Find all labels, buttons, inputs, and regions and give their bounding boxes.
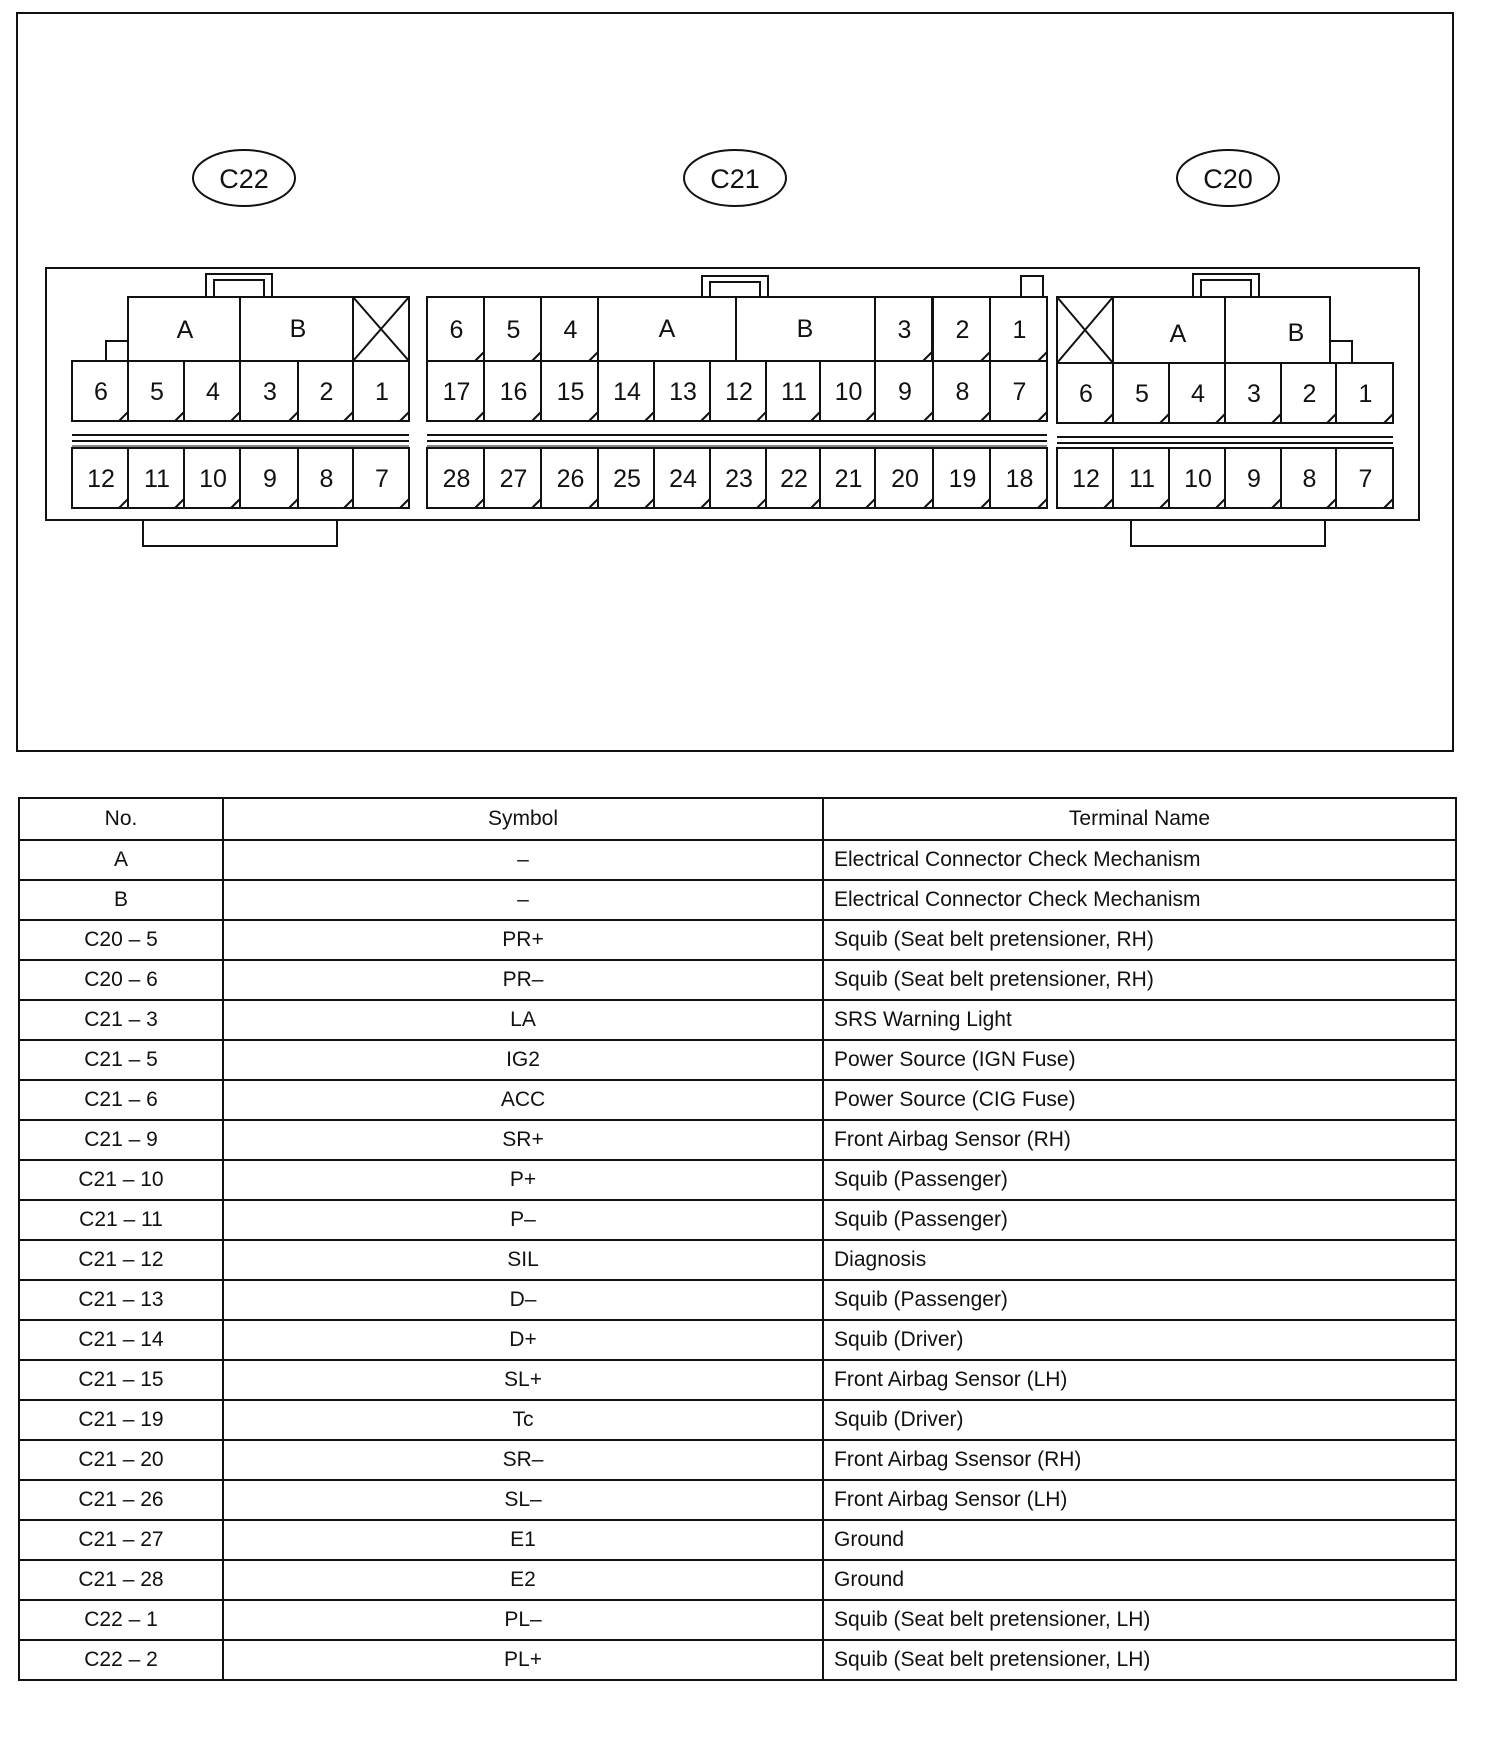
symbol-cell: SR+ [223,1120,823,1160]
table-row [19,920,1456,960]
terminal-no-cell: C21 – 12 [19,1240,223,1280]
symbol-cell: – [223,880,823,920]
terminal-no-cell: C22 – 2 [19,1640,223,1680]
pin-number: 11 [781,378,807,406]
pin-number: 8 [955,378,970,406]
pin-c21-lower [875,448,933,508]
pin-c20-upper [1281,363,1336,423]
pin-number: 7 [375,465,389,493]
pin-c21-upper [654,361,710,421]
symbol-cell: E2 [223,1560,823,1600]
symbol-cell: SL+ [223,1360,823,1400]
symbol-cell: PL– [223,1600,823,1640]
pin-c21-lower [710,448,766,508]
pin-number: 2 [1302,380,1317,408]
terminal-name-cell: Front Airbag Sensor (RH) [823,1120,1456,1160]
table-row [19,1440,1456,1480]
table-row [19,1200,1456,1240]
terminal-no-cell: C20 – 6 [19,960,223,1000]
table-row [19,1480,1456,1520]
pin-number: 11 [1129,465,1155,493]
pin-c21-lower [766,448,820,508]
pin-number: 14 [613,378,641,406]
pin-c21-upper [541,361,598,421]
guide-foot-right [1131,520,1325,546]
pin-number: 17 [442,378,471,406]
connector-c21 [427,276,1047,508]
table-row [19,1000,1456,1040]
symbol-cell: P+ [223,1160,823,1200]
table-row [19,1120,1456,1160]
pin-c21-upper [990,361,1047,421]
pin-c20-upper [1225,363,1281,423]
terminal-name-cell: Diagnosis [823,1240,1456,1280]
pin-c21-top [933,297,990,361]
pin-number: 3 [1247,380,1261,408]
check-label-b: B [796,315,814,343]
symbol-cell: D+ [223,1320,823,1360]
terminal-name-cell: SRS Warning Light [823,1000,1456,1040]
table-row [19,1320,1456,1360]
terminal-name-cell: Squib (Passenger) [823,1280,1456,1320]
pin-c22-lower [240,448,298,508]
pin-number: 4 [563,316,578,344]
connector-label-c22 [193,150,295,206]
pin-c21-lower [933,448,990,508]
terminal-no-cell: A [19,840,223,880]
table-header-row [19,798,1456,840]
pin-number: 22 [780,465,808,493]
connector-label-c21 [684,150,786,206]
pin-number: 23 [725,465,753,493]
pin-c20-upper [1336,363,1393,423]
pin-c20-lower [1225,448,1281,508]
pin-c22-lower [353,448,409,508]
table-row [19,1040,1456,1080]
pin-c21-top [541,297,598,361]
pin-c21-upper [933,361,990,421]
pin-number: 9 [898,378,912,406]
terminal-no-cell: C21 – 27 [19,1520,223,1560]
pin-c21-top [875,297,932,361]
pin-number: 15 [556,378,585,406]
terminal-name-cell: Squib (Driver) [823,1400,1456,1440]
pin-c22-upper [184,361,240,421]
check-label-a: A [1169,320,1187,348]
pin-c20-upper [1057,363,1113,423]
pin-number: 9 [263,465,277,493]
pin-number: 28 [442,465,471,493]
symbol-cell: E1 [223,1520,823,1560]
pin-c22-upper [240,361,298,421]
terminal-table [18,797,1457,1681]
terminal-no-cell: C21 – 3 [19,1000,223,1040]
terminal-no-cell: C21 – 13 [19,1280,223,1320]
pin-number: 12 [1072,465,1100,493]
pin-number: 12 [725,378,753,406]
terminal-no-cell: C21 – 10 [19,1160,223,1200]
pin-c21-lower [654,448,710,508]
pin-c20-lower [1281,448,1336,508]
pin-number: 7 [1358,465,1373,493]
check-label-b: B [1287,319,1305,347]
pin-c21-top [990,297,1047,361]
pin-c21-lower [598,448,654,508]
pin-c21-top [484,297,541,361]
pin-number: 19 [948,465,977,493]
terminal-no-cell: C21 – 28 [19,1560,223,1600]
pin-number: 12 [87,465,115,493]
keying-notch [106,341,128,363]
pin-number: 2 [319,378,334,406]
pin-number: 9 [1247,465,1261,493]
symbol-cell: ACC [223,1080,823,1120]
symbol-cell: PL+ [223,1640,823,1680]
terminal-name-cell: Squib (Seat belt pretensioner, RH) [823,920,1456,960]
pin-number: 13 [669,378,697,406]
table-row [19,1400,1456,1440]
table-row [19,1080,1456,1120]
terminal-no-cell: C21 – 11 [19,1200,223,1240]
terminal-name-cell: Front Airbag Sensor (LH) [823,1360,1456,1400]
connector-diagram-frame [16,12,1454,752]
pin-number: 8 [319,465,334,493]
terminal-name-cell: Squib (Driver) [823,1320,1456,1360]
table-row [19,1360,1456,1400]
pin-number: 5 [1135,380,1149,408]
table-row [19,1600,1456,1640]
terminal-name-cell: Electrical Connector Check Mechanism [823,880,1456,920]
pin-c22-lower [298,448,353,508]
terminal-name-cell: Power Source (IGN Fuse) [823,1040,1456,1080]
connector-diagram [18,14,1452,750]
pin-number: 3 [263,378,277,406]
pin-c21-lower [484,448,541,508]
symbol-cell: SIL [223,1240,823,1280]
table-row [19,1560,1456,1600]
table-row [19,960,1456,1000]
pin-number: 25 [613,465,641,493]
pin-c21-upper [820,361,875,421]
pin-number: 26 [556,465,585,493]
pin-number: 1 [375,378,389,406]
keying-notch [1330,341,1352,363]
connector-code: C20 [1203,164,1253,194]
terminal-name-cell: Squib (Passenger) [823,1160,1456,1200]
header-no: No. [19,798,223,840]
terminal-no-cell: C21 – 20 [19,1440,223,1480]
terminal-name-cell: Electrical Connector Check Mechanism [823,840,1456,880]
pin-c22-upper [128,361,184,421]
pin-number: 10 [834,378,863,406]
terminal-name-cell: Front Airbag Ssensor (RH) [823,1440,1456,1480]
check-label-a: A [176,316,194,344]
terminal-name-cell: Squib (Seat belt pretensioner, LH) [823,1640,1456,1680]
table-row [19,1160,1456,1200]
terminal-name-cell: Squib (Seat belt pretensioner, LH) [823,1600,1456,1640]
symbol-cell: SL– [223,1480,823,1520]
pin-number: 11 [144,465,170,493]
connector-code: C21 [710,164,760,194]
table-row [19,840,1456,880]
pin-c21-upper [427,361,484,421]
pin-number: 5 [506,316,521,344]
pin-c20-lower [1113,448,1169,508]
pin-number: 2 [955,316,970,344]
symbol-cell: Tc [223,1400,823,1440]
symbol-cell: LA [223,1000,823,1040]
symbol-cell: SR– [223,1440,823,1480]
pin-number: 16 [499,378,528,406]
pin-number: 4 [206,378,220,406]
pin-c21-top [427,297,484,361]
guide-foot-left [143,520,337,546]
pin-number: 6 [1079,380,1093,408]
pin-number: 1 [1012,316,1027,344]
table-row [19,1520,1456,1560]
pin-number: 24 [669,465,697,493]
pin-c20-upper [1113,363,1169,423]
table-row [19,1280,1456,1320]
terminal-no-cell: C21 – 9 [19,1120,223,1160]
terminal-name-cell: Power Source (CIG Fuse) [823,1080,1456,1120]
terminal-name-cell: Squib (Seat belt pretensioner, RH) [823,960,1456,1000]
pin-number: 6 [449,316,464,344]
terminal-no-cell: C21 – 26 [19,1480,223,1520]
pin-number: 3 [897,316,912,344]
pin-number: 27 [499,465,528,493]
header-terminal-name: Terminal Name [823,798,1456,840]
pin-c21-upper [484,361,541,421]
pin-c20-lower [1169,448,1225,508]
terminal-no-cell: C20 – 5 [19,920,223,960]
terminal-name-cell: Ground [823,1520,1456,1560]
terminal-no-cell: C21 – 6 [19,1080,223,1120]
table-body [19,840,1456,1680]
pin-c22-lower [184,448,240,508]
symbol-cell: – [223,840,823,880]
pin-number: 7 [1012,378,1027,406]
terminal-name-cell: Front Airbag Sensor (LH) [823,1480,1456,1520]
table-row [19,1640,1456,1680]
symbol-cell: PR+ [223,920,823,960]
pin-number: 4 [1191,380,1205,408]
symbol-cell: PR– [223,960,823,1000]
pin-c22-upper [72,361,128,421]
symbol-cell: IG2 [223,1040,823,1080]
pin-c21-upper [598,361,654,421]
connector-code: C22 [219,164,269,194]
pin-c21-upper [766,361,820,421]
pin-c21-upper [710,361,766,421]
pin-number: 6 [94,378,108,406]
pin-c20-lower [1336,448,1393,508]
terminal-name-cell: Squib (Passenger) [823,1200,1456,1240]
pin-c21-lower [990,448,1047,508]
terminal-no-cell: C21 – 5 [19,1040,223,1080]
pin-number: 20 [891,465,919,493]
connector-label-c20 [1177,150,1279,206]
check-label-b: B [289,315,307,343]
pin-c22-upper [298,361,353,421]
symbol-cell: P– [223,1200,823,1240]
table-row [19,1240,1456,1280]
pin-c22-upper [353,361,409,421]
terminal-name-cell: Ground [823,1560,1456,1600]
terminal-no-cell: C21 – 15 [19,1360,223,1400]
pin-c22-lower [72,448,128,508]
pin-number: 18 [1005,465,1034,493]
pin-c20-lower [1057,448,1113,508]
pin-number: 1 [1358,380,1373,408]
pin-c21-lower [820,448,875,508]
pin-c21-lower [427,448,484,508]
pin-c20-upper [1169,363,1225,423]
terminal-no-cell: B [19,880,223,920]
pin-number: 10 [1184,465,1212,493]
pin-number: 5 [150,378,164,406]
pin-number: 8 [1302,465,1317,493]
terminal-no-cell: C21 – 14 [19,1320,223,1360]
symbol-cell: D– [223,1280,823,1320]
pin-c21-upper [875,361,933,421]
terminal-no-cell: C22 – 1 [19,1600,223,1640]
table-row [19,880,1456,920]
terminal-no-cell: C21 – 19 [19,1400,223,1440]
pin-number: 10 [199,465,227,493]
pin-c21-lower [541,448,598,508]
pin-number: 21 [834,465,863,493]
check-label-a: A [658,315,676,343]
pin-c22-lower [128,448,184,508]
header-symbol: Symbol [223,798,823,840]
keying-notch [1021,276,1043,298]
